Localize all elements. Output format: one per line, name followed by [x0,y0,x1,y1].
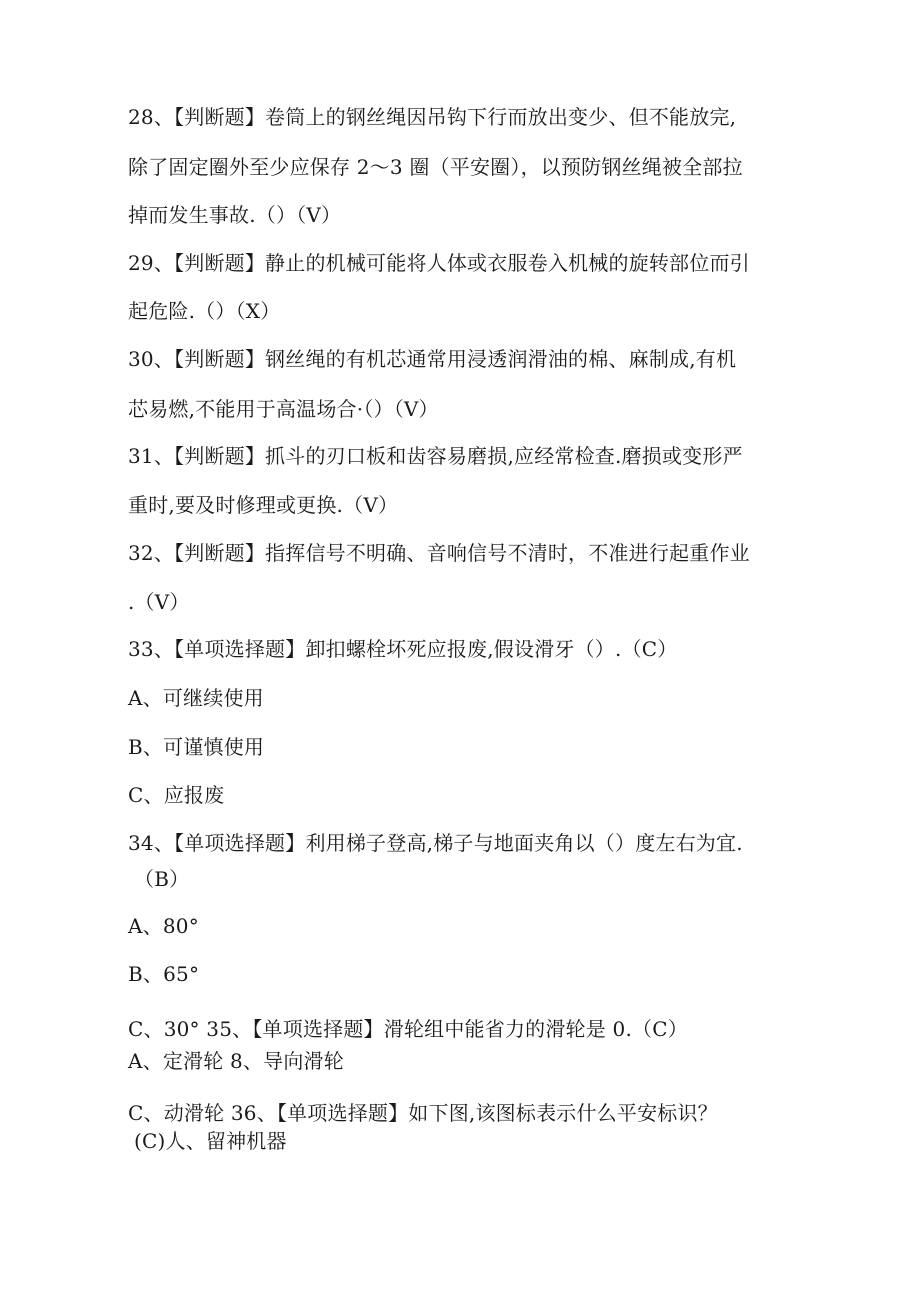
q34-answer: （B） [134,867,190,891]
q34-option-b: B、65° [128,962,200,986]
q31-line-1: 31、【判断题】抓斗的刃口板和齿容易磨损,应经常检查.磨损或变形严 [128,444,743,468]
q33-option-b: B、可谨慎使用 [128,735,265,759]
q32-line-2: .（V） [128,590,190,614]
q29-line-1: 29、【判断题】静止的机械可能将人体或衣服卷入机械的旋转部位而引 [128,251,750,275]
q33-question: 33、【单项选择题】卸扣螺栓坏死应报废,假设滑牙（）.（C） [128,637,678,661]
q32-line-1: 32、【判断题】指挥信号不明确、音响信号不清时，不准进行起重作业 [128,541,750,565]
q36-answer: (C)人、留神机器 [134,1129,287,1153]
q35-options: A、定滑轮 8、导向滑轮 [128,1049,344,1073]
q36-line: C、动滑轮 36、【单项选择题】如下图,该图标表示什么平安标识？ [128,1101,718,1125]
q34-question: 34、【单项选择题】利用梯子登高,梯子与地面夹角以（）度左右为宜. [128,831,743,855]
q31-line-2: 重时,要及时修理或更换.（V） [128,493,399,517]
q30-line-2: 芯易燃,不能用于高温场合·（）（V） [128,397,439,421]
q30-line-1: 30、【判断题】钢丝绳的有机芯通常用浸透润滑油的棉、麻制成,有机 [128,347,737,371]
q28-line-3: 掉而发生事故.（）（V） [128,203,342,227]
q28-line-2: 除了固定圈外至少应保存 2～3 圈（平安圈），以预防钢丝绳被全部拉 [128,155,743,179]
q34-option-a: A、80° [128,914,199,938]
q28-line-1: 28、【判断题】卷筒上的钢丝绳因吊钩下行而放出变少、但不能放完, [128,105,737,129]
q35-line: C、30° 35、【单项选择题】滑轮组中能省力的滑轮是 0.（C） [128,1017,688,1041]
q33-option-a: A、可继续使用 [128,686,264,710]
q29-line-2: 起危险.（）（X） [128,299,281,323]
q33-option-c: C、应报废 [128,783,225,807]
